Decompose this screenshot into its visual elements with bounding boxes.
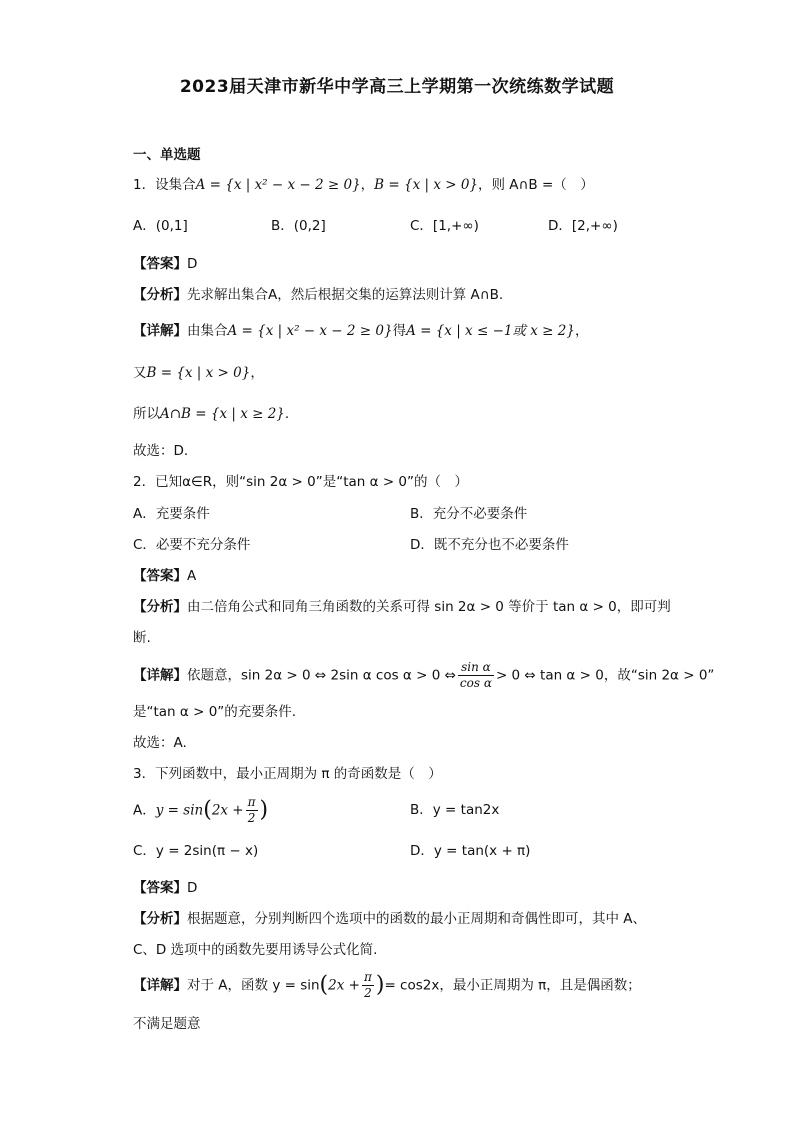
q3-detail-line2: 不满足题意 <box>133 1016 201 1032</box>
detail-tag: 【详解】 <box>133 667 187 684</box>
q2-detail-prefix: 依题意，sin 2α > 0 ⇔ 2sin α cos α > 0 ⇔ <box>187 667 456 684</box>
analysis-tag: 【分析】 <box>133 911 187 927</box>
q3-option-d: D．y = tan(x + π) <box>410 843 531 859</box>
q1-detail-line2 <box>133 364 264 382</box>
q2-choose <box>133 734 187 752</box>
q1-option-c: C．[1,+∞) <box>410 218 479 234</box>
q3-detail-prefix: 对于 A，函数 y = sin <box>187 977 320 994</box>
q3-analysis <box>133 910 646 928</box>
left-paren: ( <box>319 972 329 998</box>
q3-analysis-line2: C、D 选项中的函数先要用诱导公式化简. <box>133 942 378 958</box>
left-paren: ( <box>203 797 212 823</box>
choose-label: 故选： <box>133 443 174 459</box>
q1-detail1-prefix: 由集合 <box>187 323 228 339</box>
q1-detail2-prefix: 又 <box>133 365 147 381</box>
q1-detail2-suffix: ， <box>250 365 264 381</box>
q1-answer-value: D <box>187 256 198 272</box>
q2-answer <box>133 567 196 585</box>
q1-stem-prefix: 1．设集合 <box>133 177 196 193</box>
q1-detail3-prefix: 所以 <box>133 406 160 422</box>
q1-detail3-intersection: A∩B = {x | x ≥ 2} <box>160 406 285 422</box>
q2-option-b: B．充分不必要条件 <box>410 506 528 522</box>
q1-analysis-text: 先求解出集合A，然后根据交集的运算法则计算 A∩B. <box>187 287 504 303</box>
q1-analysis <box>133 286 503 304</box>
q2-analysis <box>133 598 671 616</box>
q3-option-a-argument: 2x + <box>211 802 244 819</box>
q1-choose-value: D. <box>173 443 189 459</box>
detail-tag: 【详解】 <box>133 977 187 994</box>
q3-option-a-fraction <box>246 795 258 826</box>
q2-fraction <box>458 660 494 691</box>
q2-detail-suffix: > 0 ⇔ tan α > 0，故“sin 2α > 0” <box>495 667 715 684</box>
q1-detail2-set-b: B = {x | x > 0} <box>146 365 251 381</box>
q1-detail3-suffix: . <box>284 406 290 422</box>
q2-option-a: A．充要条件 <box>133 506 210 522</box>
q1-detail1-set-a: A = {x | x² − x − 2 ≥ 0} <box>227 323 393 339</box>
q2-detail-line1 <box>133 660 714 691</box>
q2-option-d: D．既不充分也不必要条件 <box>410 537 569 553</box>
q1-detail1-suffix: ， <box>574 323 589 339</box>
q1-detail1-set-a-solved: A = {x | x ≤ −1或 x ≥ 2} <box>406 323 575 339</box>
q3-answer <box>133 879 197 897</box>
q3-detail-suffix: = cos2x，最小正周期为 π，且是偶函数； <box>384 977 641 994</box>
q1-set-a: A = {x | x² − x − 2 ≥ 0} <box>195 177 361 193</box>
q3-option-b: B．y = tan2x <box>410 802 500 818</box>
q3-analysis-text: 根据题意，分别判断四个选项中的函数的最小正周期和奇偶性即可，其中 A、 <box>187 911 647 927</box>
q3-stem: 3．下列函数中，最小正周期为 π 的奇函数是（ ） <box>133 766 442 782</box>
answer-tag: 【答案】 <box>133 880 187 896</box>
q2-answer-value: A <box>187 568 197 584</box>
q1-option-a: A．(0,1] <box>133 218 188 234</box>
q1-stem-suffix: ，则 A∩B =（ ） <box>478 177 594 193</box>
q1-choose <box>133 442 188 460</box>
q3-option-c: C．y = 2sin(π − x) <box>133 843 259 859</box>
q3-detail-line1 <box>133 970 641 1001</box>
q1-set-b: B = {x | x > 0} <box>374 177 479 193</box>
analysis-tag: 【分析】 <box>133 599 187 615</box>
q2-analysis-line2: 断. <box>133 630 151 646</box>
q2-fraction-denominator: cos α <box>459 676 492 690</box>
q3-answer-value: D <box>187 880 198 896</box>
q3-detail-argument: 2x + <box>328 977 360 994</box>
page-title: 2023届天津市新华中学高三上学期第一次统练数学试题 <box>179 77 615 97</box>
q3-option-a-numerator: π <box>247 795 256 809</box>
q2-detail-line2: 是“tan α > 0”的充要条件. <box>133 704 297 720</box>
answer-tag: 【答案】 <box>133 568 187 584</box>
analysis-tag: 【分析】 <box>133 287 187 303</box>
q3-detail-fraction <box>362 970 374 1001</box>
q2-stem: 2．已知α∈R，则“sin 2α > 0”是“tan α > 0”的（ ） <box>133 474 469 490</box>
q1-detail1-mid: 得 <box>392 323 407 339</box>
q3-option-a-function: y = sin <box>155 802 204 819</box>
q3-option-a <box>133 795 268 826</box>
q1-stem <box>133 176 594 194</box>
section-heading: 一、单选题 <box>133 147 201 163</box>
q3-detail-numerator: π <box>363 970 372 984</box>
detail-tag: 【详解】 <box>133 323 187 339</box>
q2-analysis-text: 由二倍角公式和同角三角函数的关系可得 sin 2α > 0 等价于 tan α > 0，即可判 <box>187 599 671 615</box>
q2-fraction-numerator: sin α <box>458 660 494 676</box>
q1-answer <box>133 255 197 273</box>
q3-detail-denominator: 2 <box>364 986 372 1000</box>
q3-option-a-denominator: 2 <box>247 811 256 825</box>
q1-option-b: B．(0,2] <box>271 218 326 234</box>
q2-choose-value: A. <box>173 735 187 751</box>
right-paren: ) <box>375 972 385 998</box>
right-paren: ) <box>259 797 269 823</box>
q3-option-a-label: A． <box>133 802 156 819</box>
q1-option-d: D．[2,+∞) <box>548 218 618 234</box>
q1-separator: ， <box>360 177 375 193</box>
q1-detail-line3 <box>133 405 289 423</box>
answer-tag: 【答案】 <box>133 256 187 272</box>
q2-option-c: C．必要不充分条件 <box>133 537 251 553</box>
choose-label: 故选： <box>133 735 174 751</box>
q1-detail-line1 <box>133 322 588 340</box>
